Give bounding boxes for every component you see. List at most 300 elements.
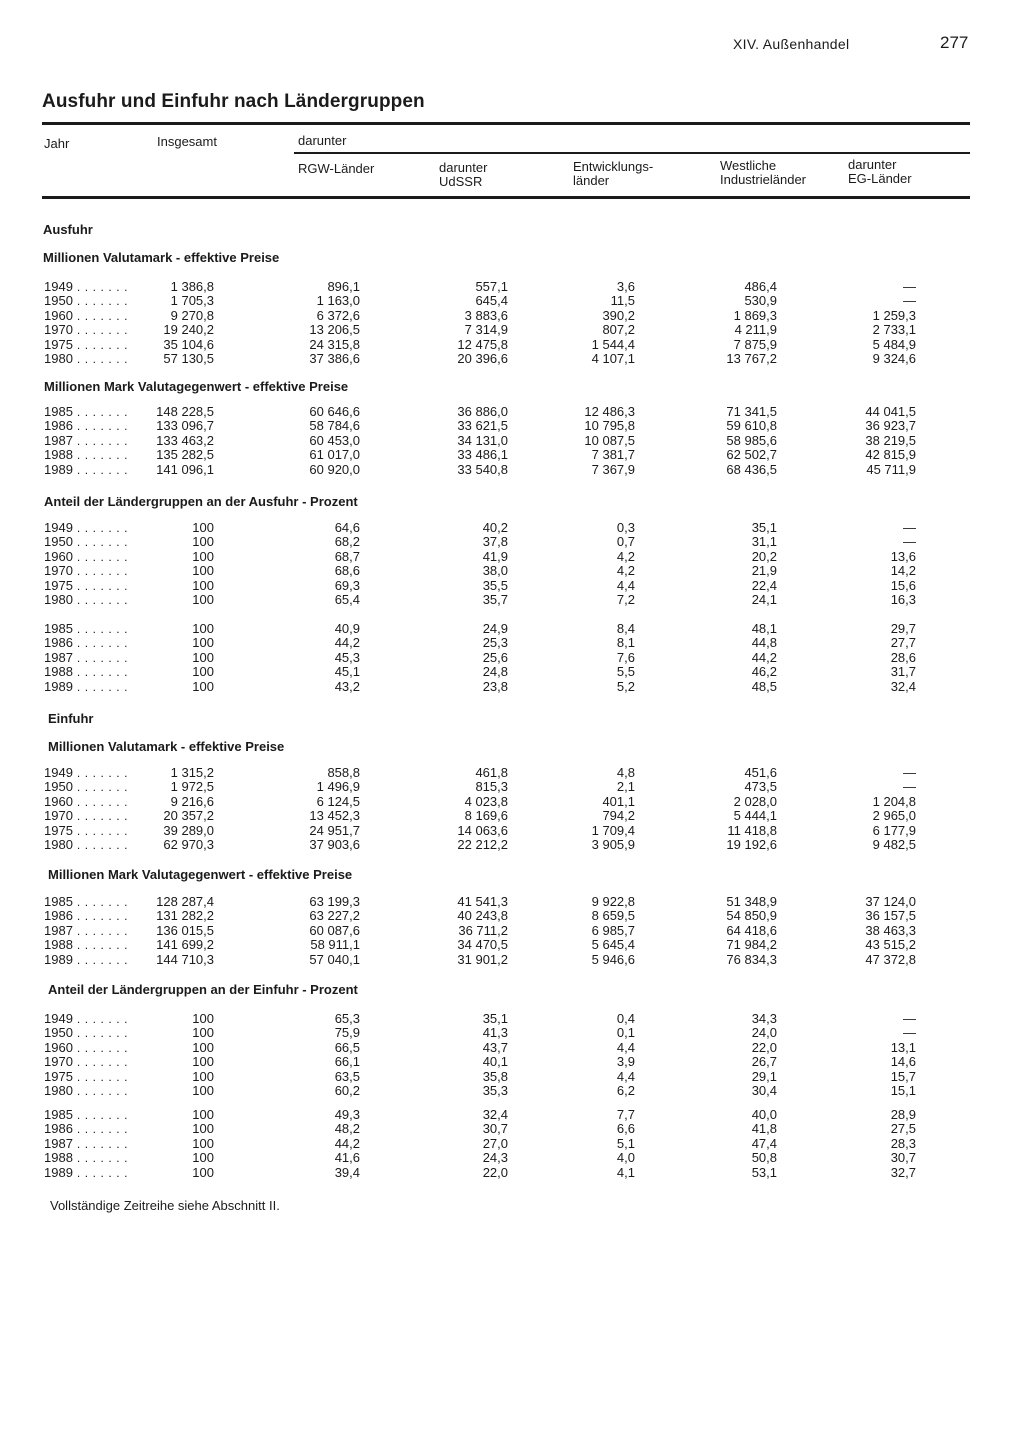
cell-rgw: 60 453,0 — [309, 432, 360, 448]
cell-westliche-industrielaender: 5 444,1 — [733, 808, 777, 824]
cell-udssr: 40 243,8 — [457, 908, 508, 924]
cell-rgw: 60 920,0 — [309, 461, 360, 477]
cell-rgw: 1 496,9 — [316, 779, 360, 795]
cell-eg-laender: 36 923,7 — [865, 418, 916, 434]
cell-udssr: 24,9 — [482, 621, 508, 636]
cell-udssr: 22 212,2 — [457, 837, 508, 852]
row-year: 1988 . . . — [44, 448, 128, 463]
cell-westliche-industrielaender: 20,2 — [751, 548, 777, 564]
cell-udssr: 35,3 — [482, 1083, 508, 1098]
cell-insgesamt: 133 463,2 — [156, 432, 214, 448]
cell-eg-laender: 5 484,9 — [872, 336, 916, 352]
cell-insgesamt: 133 096,7 — [156, 418, 214, 434]
table-row — [0, 1122, 1024, 1137]
cell-westliche-industrielaender: 1 869,3 — [733, 307, 777, 323]
table-row — [0, 780, 1024, 795]
cell-westliche-industrielaender: 30,4 — [751, 1083, 777, 1098]
row-year: 1949 . . . — [44, 1012, 128, 1027]
page-title: Ausfuhr und Einfuhr nach Ländergruppen — [42, 91, 425, 112]
row-year: 1980 . . . — [44, 352, 128, 367]
cell-entwicklungslaender: 7,6 — [616, 649, 635, 665]
table-row — [0, 1108, 1024, 1123]
cell-entwicklungslaender: 7,2 — [616, 592, 635, 607]
cell-westliche-industrielaender: 11 418,8 — [727, 822, 777, 838]
cell-entwicklungslaender: 4,8 — [616, 765, 635, 780]
cell-rgw: 69,3 — [334, 577, 360, 593]
cell-udssr: 38,0 — [482, 563, 508, 579]
table-row — [0, 622, 1024, 637]
cell-eg-laender: 1 204,8 — [872, 793, 916, 809]
cell-insgesamt: 62 970,3 — [163, 837, 214, 852]
cell-rgw: 66,1 — [334, 1054, 360, 1070]
cell-eg-laender: 13,1 — [890, 1039, 916, 1055]
row-year: 1987 . . . — [44, 434, 128, 449]
cell-westliche-industrielaender: 21,9 — [751, 563, 777, 579]
row-year: 1949 . . . — [44, 766, 128, 781]
cell-insgesamt: 9 216,6 — [170, 793, 214, 809]
cell-insgesamt: 100 — [192, 664, 214, 680]
subsection-title: Millionen Valutamark - effektive Preise — [48, 739, 285, 754]
table-row — [0, 521, 1024, 536]
cell-insgesamt: 100 — [192, 548, 214, 564]
cell-entwicklungslaender: 12 486,3 — [584, 404, 635, 419]
row-year: 1987 . . . — [44, 924, 128, 939]
cell-eg-laender: — — [903, 1025, 916, 1041]
row-year: 1960 . . . — [44, 795, 128, 810]
cell-entwicklungslaender: 5 946,6 — [591, 951, 635, 967]
table-row — [0, 550, 1024, 565]
row-year: 1960 . . . — [44, 550, 128, 565]
col-header-west-line2: Industrieländer — [720, 172, 806, 187]
table-row — [0, 824, 1024, 839]
cell-udssr: 35,7 — [482, 592, 508, 607]
cell-westliche-industrielaender: 31,1 — [751, 534, 777, 550]
cell-udssr: 35,1 — [482, 1011, 508, 1026]
row-year: 1986 . . . — [44, 419, 128, 434]
row-year: 1970 . . . — [44, 809, 128, 824]
cell-insgesamt: 20 357,2 — [163, 808, 214, 824]
cell-entwicklungslaender: 4,0 — [616, 1150, 635, 1166]
cell-udssr: 14 063,6 — [457, 822, 508, 838]
col-header-jahr: Jahr — [44, 136, 70, 151]
cell-insgesamt: 100 — [192, 621, 214, 636]
cell-westliche-industrielaender: 13 767,2 — [726, 351, 777, 366]
row-year: 1989 . . . — [44, 680, 128, 695]
cell-udssr: 3 883,6 — [464, 307, 508, 323]
cell-udssr: 33 486,1 — [457, 447, 508, 463]
cell-insgesamt: 136 015,5 — [156, 922, 214, 938]
cell-udssr: 34 131,0 — [457, 432, 508, 448]
row-year: 1987 . . . — [44, 1137, 128, 1152]
subsection-title: Anteil der Ländergruppen an der Ausfuhr - Prozent — [44, 494, 358, 509]
row-year: 1988 . . . — [44, 665, 128, 680]
cell-eg-laender: 2 733,1 — [872, 322, 916, 338]
cell-entwicklungslaender: 3 905,9 — [591, 837, 635, 852]
cell-westliche-industrielaender: 22,0 — [751, 1039, 777, 1055]
cell-udssr: 41,9 — [482, 548, 508, 564]
cell-westliche-industrielaender: 22,4 — [751, 577, 777, 593]
table-row — [0, 1070, 1024, 1085]
cell-eg-laender: 38 463,3 — [865, 922, 916, 938]
cell-insgesamt: 141 096,1 — [156, 461, 214, 477]
col-header-westliche — [720, 159, 806, 187]
cell-rgw: 65,4 — [334, 592, 360, 607]
cell-entwicklungslaender: 4,4 — [616, 1068, 635, 1084]
cell-entwicklungslaender: 9 922,8 — [591, 894, 635, 909]
row-year: 1986 . . . — [44, 1122, 128, 1137]
cell-entwicklungslaender: 4,2 — [616, 548, 635, 564]
row-year: 1980 . . . — [44, 1084, 128, 1099]
cell-westliche-industrielaender: 71 984,2 — [726, 937, 777, 953]
subsection-title: Millionen Mark Valutagegenwert - effektive Preise — [44, 379, 349, 394]
row-year: 1950 . . . — [44, 294, 128, 309]
cell-westliche-industrielaender: 48,5 — [751, 678, 777, 694]
cell-westliche-industrielaender: 44,8 — [751, 635, 777, 651]
cell-eg-laender: 30,7 — [890, 1150, 916, 1166]
cell-insgesamt: 100 — [192, 577, 214, 593]
cell-udssr: 32,4 — [482, 1107, 508, 1122]
running-header: XIV. Außenhandel — [733, 36, 850, 52]
cell-rgw: 44,2 — [334, 635, 360, 651]
cell-rgw: 63 199,3 — [309, 894, 360, 909]
cell-rgw: 57 040,1 — [309, 951, 360, 967]
cell-insgesamt: 100 — [192, 1025, 214, 1041]
row-year: 1975 . . . — [44, 1070, 128, 1085]
cell-entwicklungslaender: 5,5 — [616, 664, 635, 680]
cell-entwicklungslaender: 8,4 — [616, 621, 635, 636]
cell-udssr: 20 396,6 — [457, 351, 508, 366]
footnote: Vollständige Zeitreihe siehe Abschnitt II. — [50, 1198, 280, 1213]
cell-westliche-industrielaender: 46,2 — [751, 664, 777, 680]
cell-entwicklungslaender: 2,1 — [616, 779, 635, 795]
cell-udssr: 24,8 — [482, 664, 508, 680]
cell-rgw: 40,9 — [334, 621, 360, 636]
table-row — [0, 1166, 1024, 1181]
cell-udssr: 31 901,2 — [457, 951, 508, 967]
cell-entwicklungslaender: 807,2 — [602, 322, 635, 338]
cell-udssr: 41,3 — [482, 1025, 508, 1041]
cell-eg-laender: 15,6 — [890, 577, 916, 593]
cell-entwicklungslaender: 6 985,7 — [591, 922, 635, 938]
cell-insgesamt: 100 — [192, 1083, 214, 1098]
row-year: 1980 . . . — [44, 593, 128, 608]
cell-westliche-industrielaender: 47,4 — [751, 1135, 777, 1151]
cell-insgesamt: 100 — [192, 592, 214, 607]
row-year: 1987 . . . — [44, 651, 128, 666]
cell-rgw: 65,3 — [334, 1011, 360, 1026]
cell-udssr: 25,6 — [482, 649, 508, 665]
cell-entwicklungslaender: 5,2 — [616, 678, 635, 694]
cell-rgw: 44,2 — [334, 1135, 360, 1151]
cell-udssr: 37,8 — [482, 534, 508, 550]
cell-rgw: 45,3 — [334, 649, 360, 665]
col-header-entw-line2: länder — [573, 173, 610, 188]
row-year: 1960 . . . — [44, 309, 128, 324]
cell-entwicklungslaender: 7 381,7 — [591, 447, 635, 463]
cell-eg-laender: — — [903, 293, 916, 309]
cell-eg-laender: 45 711,9 — [866, 461, 916, 477]
cell-insgesamt: 100 — [192, 1150, 214, 1166]
cell-eg-laender: 16,3 — [890, 592, 916, 607]
table-row — [0, 294, 1024, 309]
cell-eg-laender: 43 515,2 — [865, 937, 916, 953]
cell-rgw: 858,8 — [327, 765, 360, 780]
subsection-title: Anteil der Ländergruppen an der Einfuhr - Prozent — [48, 982, 358, 997]
cell-eg-laender: — — [903, 520, 916, 535]
row-year: 1980 . . . — [44, 838, 128, 853]
row-year: 1989 . . . — [44, 463, 128, 478]
cell-insgesamt: 1 315,2 — [170, 765, 214, 780]
cell-eg-laender: 28,6 — [890, 649, 916, 665]
cell-rgw: 63,5 — [334, 1068, 360, 1084]
cell-eg-laender: 15,1 — [890, 1083, 916, 1098]
cell-westliche-industrielaender: 58 985,6 — [726, 432, 777, 448]
col-header-rgw: RGW-Länder — [298, 161, 375, 176]
cell-eg-laender: 9 482,5 — [872, 837, 916, 852]
cell-eg-laender: — — [903, 534, 916, 550]
cell-westliche-industrielaender: 41,8 — [751, 1121, 777, 1137]
cell-entwicklungslaender: 7 367,9 — [591, 461, 635, 477]
cell-insgesamt: 100 — [192, 534, 214, 550]
cell-rgw: 13 452,3 — [309, 808, 360, 824]
cell-udssr: 23,8 — [482, 678, 508, 694]
cell-entwicklungslaender: 10 795,8 — [584, 418, 635, 434]
cell-insgesamt: 144 710,3 — [156, 951, 214, 967]
cell-udssr: 36 711,2 — [458, 922, 508, 938]
cell-udssr: 27,0 — [482, 1135, 508, 1151]
row-year: 1950 . . . — [44, 780, 128, 795]
top-rule — [42, 122, 970, 125]
cell-rgw: 66,5 — [334, 1039, 360, 1055]
cell-rgw: 896,1 — [327, 279, 360, 294]
cell-udssr: 40,2 — [482, 520, 508, 535]
row-year: 1988 . . . — [44, 1151, 128, 1166]
cell-entwicklungslaender: 4 107,1 — [591, 351, 635, 366]
cell-eg-laender: 38 219,5 — [865, 432, 916, 448]
table-row — [0, 809, 1024, 824]
table-row — [0, 323, 1024, 338]
cell-eg-laender: 27,5 — [890, 1121, 916, 1137]
cell-westliche-industrielaender: 26,7 — [751, 1054, 777, 1070]
cell-udssr: 36 886,0 — [457, 404, 508, 419]
cell-udssr: 7 314,9 — [464, 322, 508, 338]
cell-entwicklungslaender: 4,2 — [616, 563, 635, 579]
cell-entwicklungslaender: 4,4 — [616, 577, 635, 593]
cell-eg-laender: 14,2 — [890, 563, 916, 579]
header-bottom-rule — [42, 196, 970, 199]
section-einfuhr: Einfuhr — [48, 711, 94, 726]
col-header-west-line1: Westliche — [720, 158, 777, 173]
cell-rgw: 58 784,6 — [309, 418, 360, 434]
row-year: 1970 . . . — [44, 1055, 128, 1070]
cell-entwicklungslaender: 390,2 — [602, 307, 635, 323]
col-header-darunter: darunter — [298, 133, 347, 148]
cell-westliche-industrielaender: 59 610,8 — [726, 418, 777, 434]
cell-udssr: 43,7 — [482, 1039, 508, 1055]
cell-rgw: 48,2 — [334, 1121, 360, 1137]
table-row — [0, 938, 1024, 953]
row-year: 1975 . . . — [44, 824, 128, 839]
cell-westliche-industrielaender: 473,5 — [744, 779, 777, 795]
cell-entwicklungslaender: 11,5 — [610, 293, 635, 309]
row-year: 1960 . . . — [44, 1041, 128, 1056]
row-year: 1970 . . . — [44, 564, 128, 579]
table-row — [0, 1012, 1024, 1027]
cell-entwicklungslaender: 4,4 — [616, 1039, 635, 1055]
cell-westliche-industrielaender: 7 875,9 — [733, 336, 777, 352]
cell-westliche-industrielaender: 40,0 — [751, 1107, 777, 1122]
table-row — [0, 579, 1024, 594]
cell-entwicklungslaender: 0,3 — [616, 520, 635, 535]
cell-eg-laender: 37 124,0 — [865, 894, 916, 909]
cell-entwicklungslaender: 1 709,4 — [591, 822, 635, 838]
cell-insgesamt: 128 287,4 — [156, 894, 214, 909]
cell-eg-laender: — — [903, 779, 916, 795]
cell-rgw: 1 163,0 — [316, 293, 360, 309]
col-header-udssr-line2: UdSSR — [439, 174, 483, 189]
cell-eg-laender: 32,7 — [890, 1164, 916, 1180]
cell-entwicklungslaender: 5,1 — [616, 1135, 635, 1151]
cell-westliche-industrielaender: 35,1 — [751, 520, 777, 535]
cell-rgw: 49,3 — [334, 1107, 360, 1122]
table-row — [0, 593, 1024, 608]
row-year: 1949 . . . — [44, 521, 128, 536]
row-year: 1986 . . . — [44, 909, 128, 924]
col-header-insgesamt: Insgesamt — [157, 134, 217, 149]
table-row — [0, 280, 1024, 295]
cell-insgesamt: 100 — [192, 635, 214, 651]
cell-eg-laender: 13,6 — [890, 548, 916, 564]
cell-udssr: 4 023,8 — [464, 793, 508, 809]
cell-eg-laender: 28,3 — [890, 1135, 916, 1151]
cell-westliche-industrielaender: 530,9 — [744, 293, 777, 309]
cell-westliche-industrielaender: 62 502,7 — [726, 447, 777, 463]
cell-entwicklungslaender: 794,2 — [602, 808, 635, 824]
row-year: 1975 . . . — [44, 338, 128, 353]
table-row — [0, 535, 1024, 550]
cell-eg-laender: 2 965,0 — [872, 808, 916, 824]
cell-rgw: 58 911,1 — [310, 937, 360, 953]
col-header-entwicklungslaender — [573, 160, 653, 188]
row-year: 1985 . . . — [44, 622, 128, 637]
cell-insgesamt: 100 — [192, 678, 214, 694]
cell-entwicklungslaender: 6,2 — [616, 1083, 635, 1098]
cell-entwicklungslaender: 6,6 — [616, 1121, 635, 1137]
table-row — [0, 665, 1024, 680]
section-ausfuhr: Ausfuhr — [43, 222, 93, 237]
cell-udssr: 815,3 — [475, 779, 508, 795]
table-row — [0, 636, 1024, 651]
cell-entwicklungslaender: 0,4 — [616, 1011, 635, 1026]
cell-eg-laender: 15,7 — [890, 1068, 916, 1084]
cell-insgesamt: 100 — [192, 520, 214, 535]
cell-insgesamt: 35 104,6 — [163, 336, 214, 352]
cell-insgesamt: 148 228,5 — [156, 404, 214, 419]
cell-udssr: 8 169,6 — [464, 808, 508, 824]
cell-insgesamt: 100 — [192, 1068, 214, 1084]
cell-insgesamt: 39 289,0 — [163, 822, 214, 838]
cell-rgw: 68,7 — [334, 548, 360, 564]
cell-eg-laender: 27,7 — [890, 635, 916, 651]
table-row — [0, 1151, 1024, 1166]
row-year: 1986 . . . — [44, 636, 128, 651]
cell-eg-laender: 28,9 — [890, 1107, 916, 1122]
table-row — [0, 352, 1024, 367]
cell-eg-laender: 29,7 — [890, 621, 916, 636]
cell-insgesamt: 100 — [192, 1164, 214, 1180]
row-year: 1988 . . . — [44, 938, 128, 953]
row-year: 1950 . . . — [44, 1026, 128, 1041]
cell-insgesamt: 100 — [192, 563, 214, 579]
cell-rgw: 39,4 — [334, 1164, 360, 1180]
cell-entwicklungslaender: 3,6 — [616, 279, 635, 294]
cell-rgw: 24 951,7 — [309, 822, 360, 838]
row-year: 1989 . . . — [44, 953, 128, 968]
cell-eg-laender: 44 041,5 — [865, 404, 916, 419]
subsection-title: Millionen Valutamark - effektive Preise — [43, 250, 280, 265]
col-header-eg — [848, 158, 912, 186]
cell-rgw: 6 124,5 — [316, 793, 360, 809]
subsection-title: Millionen Mark Valutagegenwert - effektive Preise — [48, 867, 353, 882]
col-header-eg-line1: darunter — [848, 157, 897, 172]
cell-udssr: 645,4 — [475, 293, 508, 309]
cell-westliche-industrielaender: 71 341,5 — [726, 404, 777, 419]
row-year: 1985 . . . — [44, 1108, 128, 1123]
table-row — [0, 1137, 1024, 1152]
cell-eg-laender: 36 157,5 — [865, 908, 916, 924]
cell-udssr: 34 470,5 — [457, 937, 508, 953]
table-row — [0, 1084, 1024, 1099]
cell-westliche-industrielaender: 4 211,9 — [734, 322, 777, 338]
cell-rgw: 13 206,5 — [309, 322, 360, 338]
cell-entwicklungslaender: 10 087,5 — [584, 432, 635, 448]
cell-eg-laender: 9 324,6 — [872, 351, 916, 366]
cell-eg-laender: 47 372,8 — [865, 951, 916, 967]
cell-westliche-industrielaender: 44,2 — [751, 649, 777, 665]
cell-insgesamt: 100 — [192, 1039, 214, 1055]
row-year: 1950 . . . — [44, 535, 128, 550]
cell-eg-laender: — — [903, 765, 916, 780]
cell-eg-laender: 31,7 — [890, 664, 916, 680]
cell-rgw: 60,2 — [334, 1083, 360, 1098]
cell-eg-laender: 42 815,9 — [865, 447, 916, 463]
cell-insgesamt: 141 699,2 — [156, 937, 214, 953]
cell-rgw: 63 227,2 — [309, 908, 360, 924]
cell-eg-laender: — — [903, 1011, 916, 1026]
cell-entwicklungslaender: 8,1 — [616, 635, 635, 651]
cell-westliche-industrielaender: 451,6 — [744, 765, 777, 780]
table-row — [0, 795, 1024, 810]
cell-udssr: 25,3 — [482, 635, 508, 651]
col-header-udssr-line1: darunter — [439, 160, 488, 175]
cell-udssr: 35,5 — [482, 577, 508, 593]
cell-udssr: 24,3 — [482, 1150, 508, 1166]
cell-udssr: 461,8 — [475, 765, 508, 780]
cell-eg-laender: 14,6 — [890, 1054, 916, 1070]
table-row — [0, 309, 1024, 324]
cell-insgesamt: 9 270,8 — [170, 307, 214, 323]
cell-entwicklungslaender: 0,1 — [616, 1025, 635, 1041]
cell-insgesamt: 100 — [192, 1107, 214, 1122]
cell-insgesamt: 19 240,2 — [163, 322, 214, 338]
cell-udssr: 22,0 — [482, 1164, 508, 1180]
row-year: 1970 . . . — [44, 323, 128, 338]
cell-udssr: 12 475,8 — [457, 336, 508, 352]
cell-insgesamt: 100 — [192, 1121, 214, 1137]
page-number: 277 — [940, 33, 969, 52]
table-row — [0, 680, 1024, 695]
cell-westliche-industrielaender: 19 192,6 — [726, 837, 777, 852]
